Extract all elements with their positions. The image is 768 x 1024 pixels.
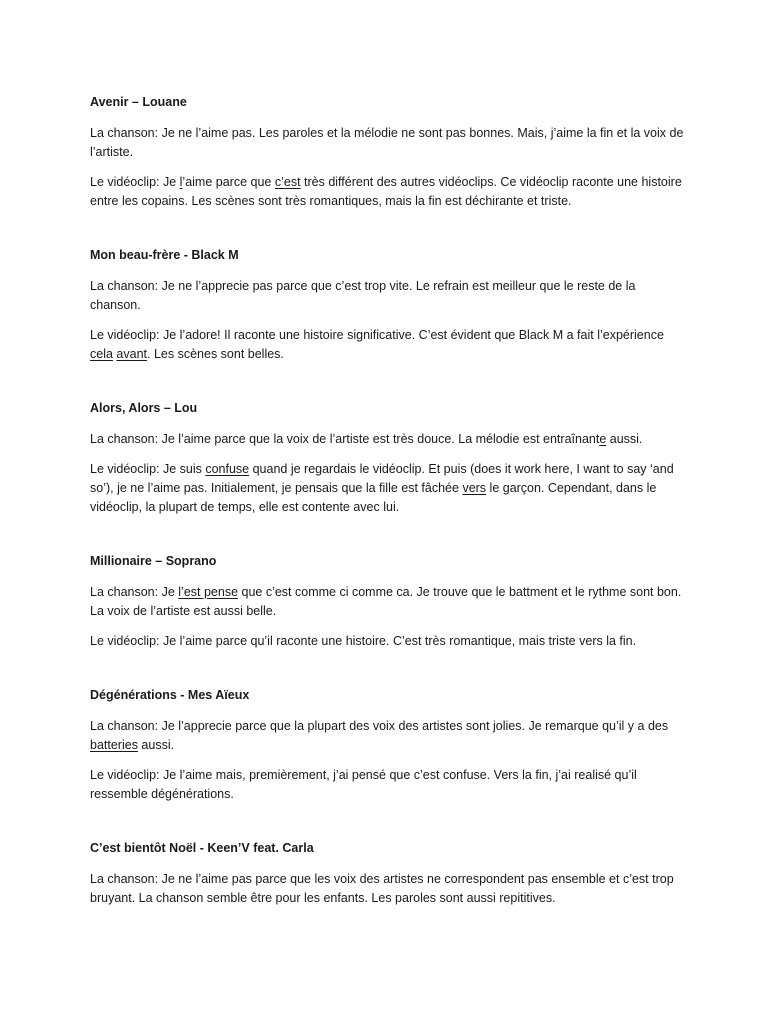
text-run: ’aime parce que bbox=[182, 175, 275, 189]
text-run: La chanson: Je l’apprecie parce que la plupart des voix des artistes sont jolies. Je remarque qu’il y a des bbox=[90, 719, 669, 733]
song-review-section bbox=[90, 247, 688, 364]
underlined-text: vers bbox=[462, 481, 487, 495]
text-run: La chanson: Je l’aime parce que la voix de l’artiste est très douce. La mélodie est entraînant bbox=[90, 432, 600, 446]
text-run: très différent des autres vidéoclips. Ce vidéoclip raconte une histoire entre les copains. Les scènes sont très romantiques, mais la fin est déchirante et triste. bbox=[90, 175, 682, 208]
video-review-paragraph bbox=[90, 326, 688, 364]
song-review-section bbox=[90, 840, 688, 908]
underlined-text: batteries bbox=[90, 738, 138, 752]
text-run: La chanson: Je ne l’apprecie pas parce que c’est trop vite. Le refrain est meilleur que le reste de la chanson. bbox=[90, 279, 636, 312]
song-review-paragraph bbox=[90, 717, 688, 755]
song-review-paragraph bbox=[90, 870, 688, 908]
video-review-paragraph bbox=[90, 173, 688, 211]
text-run: Le vidéoclip: Je l’aime parce qu’il raconte une histoire. C’est très romantique, mais triste vers la fin. bbox=[90, 634, 637, 648]
song-title: C’est bientôt Noël - Keen’V feat. Carla bbox=[90, 841, 314, 855]
underlined-text: l bbox=[179, 175, 183, 189]
text-run: aussi. bbox=[137, 738, 175, 752]
video-review-paragraph bbox=[90, 632, 688, 651]
song-title: Alors, Alors – Lou bbox=[90, 401, 198, 415]
text-run: Le vidéoclip: Je l’adore! Il raconte une histoire significative. C’est évident que Black M a fait l’expérience bbox=[90, 328, 664, 342]
song-title: Mon beau-frère - Black M bbox=[90, 248, 239, 262]
song-title: Avenir – Louane bbox=[90, 95, 187, 109]
song-title: Millionaire – Soprano bbox=[90, 554, 217, 568]
text-run: Le vidéoclip: Je l’aime mais, premièrement, j’ai pensé que c’est confuse. Vers la fin, j’ai realisé qu’il ressemble dégénérations. bbox=[90, 768, 637, 801]
underlined-text: cela bbox=[90, 347, 113, 361]
text-run: La chanson: Je ne l’aime pas parce que les voix des artistes ne correspondent pas ensemble et c’est trop bruyant. La chanson semble être pour les enfants. Les paroles sont aussi repititives. bbox=[90, 872, 674, 905]
song-review-section bbox=[90, 687, 688, 804]
song-review-section bbox=[90, 400, 688, 517]
underlined-text: confuse bbox=[205, 462, 250, 476]
text-run: quand je regardais le vidéoclip. Et puis (does it work here, I want to say ‘and so’), je ne l’aime pas. Initialement, je pensais que la fille est fâchée bbox=[90, 462, 674, 495]
underlined-text: avant bbox=[116, 347, 148, 361]
text-run: le garçon. Cependant, dans le vidéoclip, la plupart de temps, elle est contente avec lui. bbox=[90, 481, 657, 514]
song-title: Dégénérations - Mes Aïeux bbox=[90, 688, 250, 702]
underlined-text: l’est pense bbox=[178, 585, 239, 599]
video-review-paragraph bbox=[90, 460, 688, 517]
song-review-section bbox=[90, 553, 688, 651]
text-run: La chanson: Je bbox=[90, 585, 179, 599]
song-review-paragraph bbox=[90, 583, 688, 621]
song-review-paragraph bbox=[90, 277, 688, 315]
text-run: aussi. bbox=[606, 432, 643, 446]
text-run: Le vidéoclip: Je bbox=[90, 175, 180, 189]
song-review-section bbox=[90, 94, 688, 211]
video-review-paragraph bbox=[90, 766, 688, 804]
text-run: que c’est comme ci comme ca. Je trouve que le battment et le rythme sont bon. La voix de l’artiste est aussi belle. bbox=[90, 585, 682, 618]
song-review-paragraph bbox=[90, 430, 688, 449]
text-run: . Les scènes sont belles. bbox=[147, 347, 284, 361]
underlined-text: c’est bbox=[274, 175, 301, 189]
text-run: La chanson: Je ne l’aime pas. Les paroles et la mélodie ne sont pas bonnes. Mais, j’aime la fin et la voix de l’artiste. bbox=[90, 126, 684, 159]
song-review-paragraph bbox=[90, 124, 688, 162]
underlined-text: e bbox=[599, 432, 607, 446]
text-run: Le vidéoclip: Je suis bbox=[90, 462, 206, 476]
